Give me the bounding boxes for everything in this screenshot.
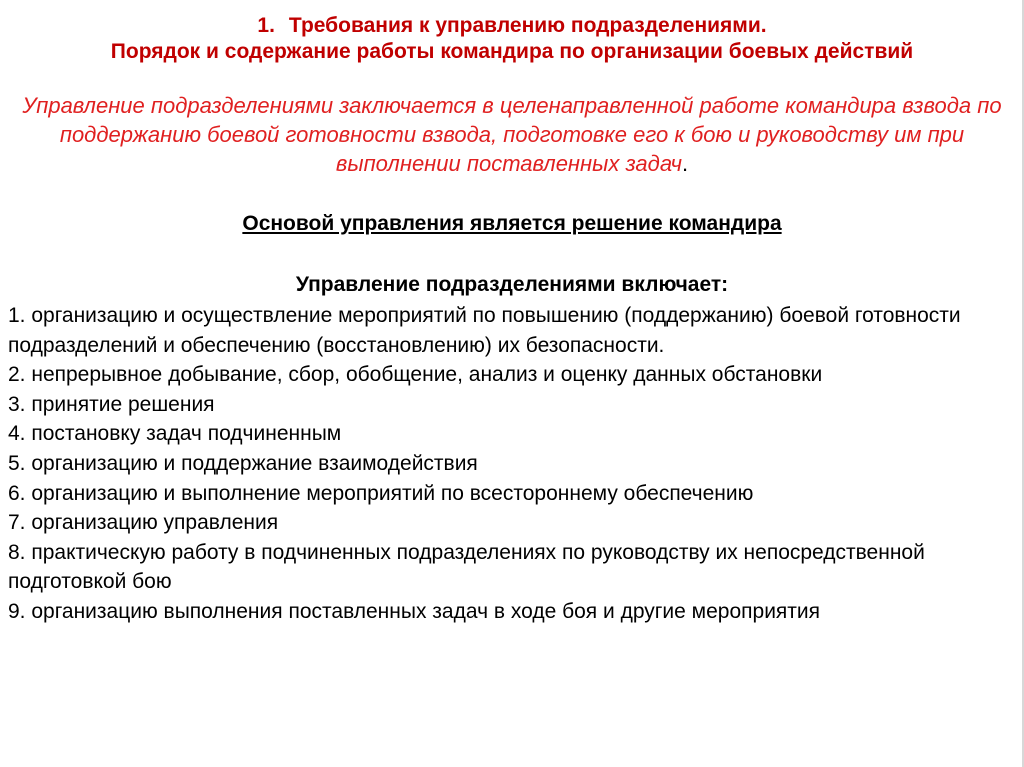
list-item: 3. принятие решения (8, 392, 215, 416)
intro-paragraph (12, 91, 1012, 178)
list-item: 6. организацию и выполнение мероприятий по всестороннему обеспечению (8, 481, 754, 505)
management-items-list (8, 301, 1018, 627)
intro-text: Управление подразделениями заключается в целенаправленной работе командира взвода по поддержанию боевой готовности взвода, подготовке его к бою и руководству им при выполнении поставленных задач (22, 93, 1002, 176)
intro-period: . (681, 151, 689, 176)
list-item: 5. организацию и поддержание взаимодействия (8, 451, 478, 475)
slide-subtitle: Порядок и содержание работы командира по организации боевых действий (110, 40, 914, 63)
title-number: 1. (257, 14, 275, 37)
basis-statement: Основой управления является решение командира (242, 212, 782, 235)
list-item: 2. непрерывное добывание, сбор, обобщение, анализ и оценку данных обстановки (8, 363, 823, 387)
title-text: Требования к управлению подразделениями. (288, 14, 767, 37)
includes-heading: Управление подразделениями включает: (295, 273, 729, 296)
list-item: 7. организацию управления (8, 511, 279, 535)
slide-title (0, 13, 1024, 39)
list-item: 1. организацию и осуществление мероприятий по повышению (поддержанию) боевой готовности подразделений и обеспечению (восстановлению) их безопасности. (8, 304, 961, 357)
list-item: 8. практическую работу в подчиненных подразделениях по руководству их непосредственной подготовкой бою (8, 540, 925, 594)
list-item: 4. постановку задач подчиненным (8, 422, 342, 446)
list-item: 9. организацию выполнения поставленных задач в ходе боя и другие мероприятия (8, 599, 821, 623)
